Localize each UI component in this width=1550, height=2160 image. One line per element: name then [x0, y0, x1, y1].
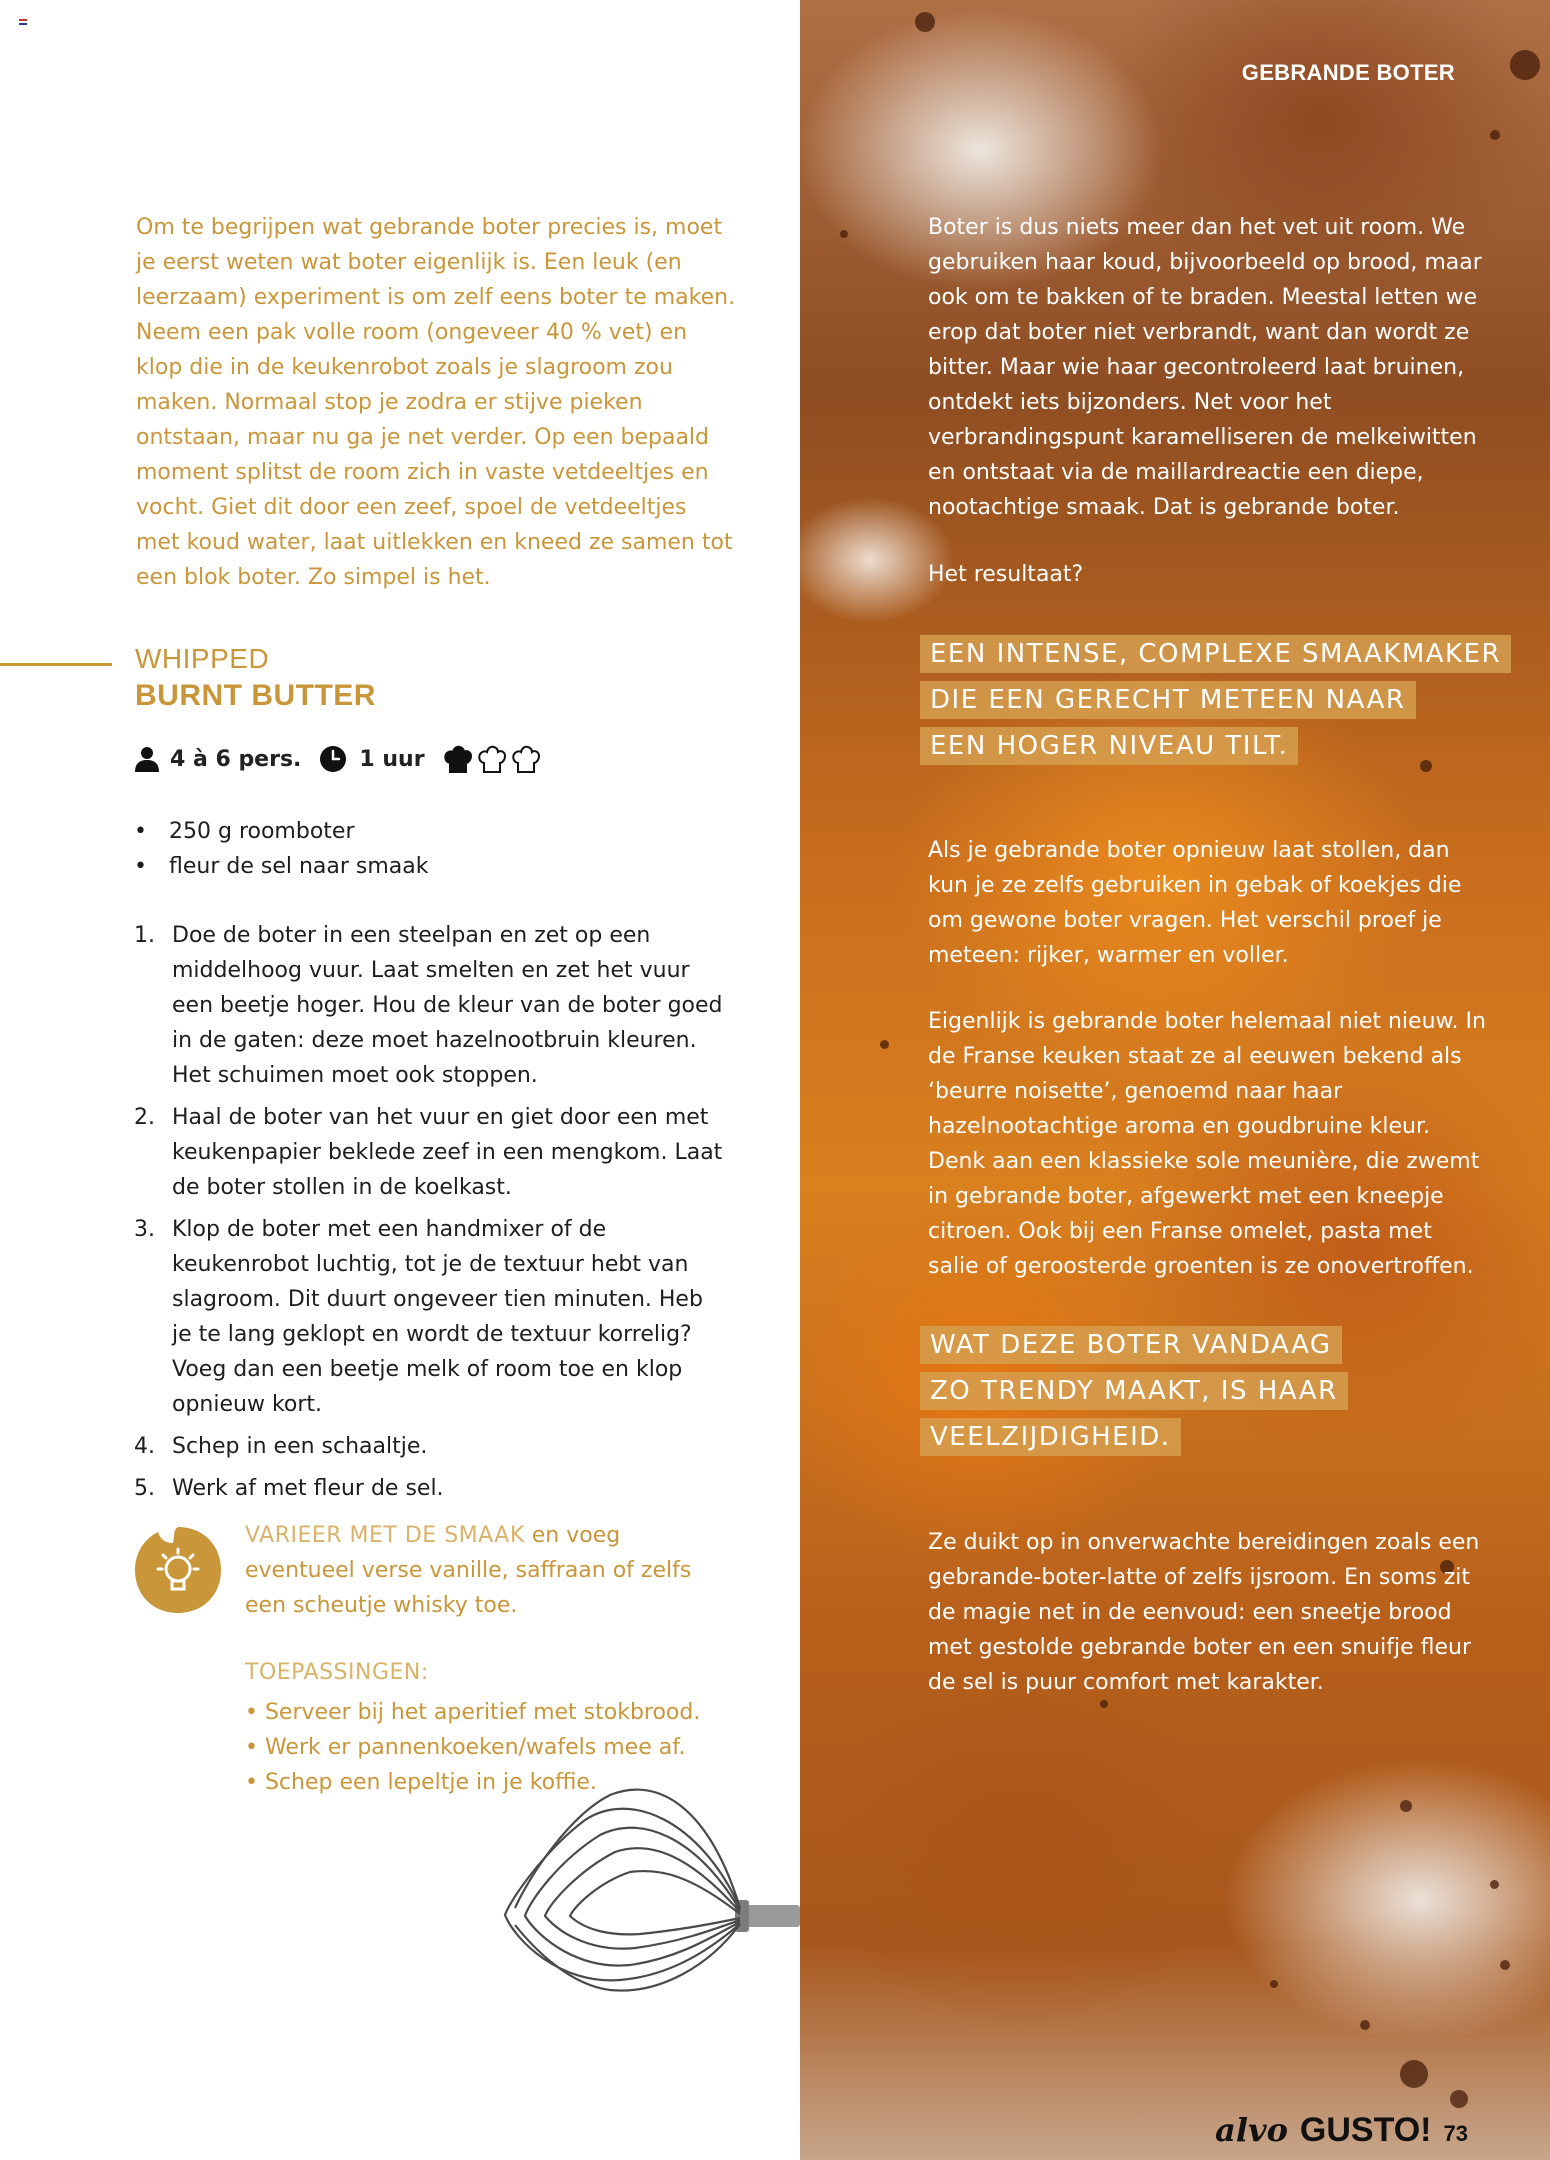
chef-hat-outline-icon: [511, 744, 541, 774]
highlight-quote-1: EEN INTENSE, COMPLEXE SMAAKMAKER DIE EEN GERECHT METEEN NAAR EEN HOGER NIVEAU TILT.: [920, 635, 1511, 773]
person-icon: [134, 746, 160, 772]
prep-time: 1 uur: [359, 746, 425, 772]
paragraph-1: Boter is dus niets meer dan het vet uit room. We gebruiken haar koud, bijvoorbeeld op brood, maar ook om te bakken of te braden. Meestal letten we erop dat boter niet verbrandt, want dan wordt ze bitter. Maar wie haar gecontroleerd laat bruinen, ontdekt iets bijzonders. Net voor het verbrandingspunt karamelliseren de melkeiwitten en ontstaat via de maillardreactie een diepe, nootachtige smaak. Dat is gebrande boter.: [928, 215, 1482, 520]
ingredient-list: [134, 814, 429, 884]
paragraph-2: Het resultaat?: [928, 562, 1084, 587]
list-item: • 250 g roomboter: [134, 819, 355, 844]
tip-text: [245, 1518, 715, 1623]
step-list: [134, 918, 724, 1513]
list-item: 2. Haal de boter van het vuur en giet door een met keukenpapier beklede zeef in een mengkom. Laat de boter stollen in de koelkast.: [134, 1105, 723, 1200]
paragraph-5: Ze duikt op in onverwachte bereidingen zoals een gebrande-boter-latte of zelfs ijsroom. En soms zit de magie net in de eenvoud: een sneetje brood met gestolde gebrande boter en een snuifje fleur de sel is puur comfort met karakter.: [928, 1530, 1480, 1695]
list-item: • fleur de sel naar smaak: [134, 854, 429, 879]
list-item: • Werk er pannenkoeken/wafels mee af.: [245, 1735, 686, 1760]
magazine-name: GUSTO!: [1299, 2111, 1432, 2149]
list-item: 1. Doe de boter in een steelpan en zet op een middelhoog vuur. Laat smelten en zet het vuur een beetje hoger. Hou de kleur van de boter goed in de gaten: deze moet hazelnootbruin kleuren. Het schuimen moet ook stoppen.: [134, 923, 723, 1088]
difficulty-rating: [443, 744, 541, 774]
recipe-title-line1: WHIPPED: [135, 643, 270, 674]
right-column-photo: [800, 0, 1550, 2160]
title-rule: [0, 663, 112, 666]
servings: 4 à 6 pers.: [170, 746, 302, 772]
recipe-title-line2: BURNT BUTTER: [135, 679, 376, 712]
paragraph-4: Eigenlijk is gebrande boter helemaal niet nieuw. In de Franse keuken staat ze al eeuwen bekend als ‘beurre noisette’, genoemd naar haar hazelnootachtige aroma en goudbruine kleur. Denk aan een klassieke sole meunière, die zwemt in gebrande boter, afgewerkt met een kneepje citroen. Ook bij een Franse omelet, pasta met salie of geroosterde groenten is ze onovertroffen.: [928, 1009, 1486, 1279]
whisk-image: [490, 1780, 800, 2000]
list-item: 3. Klop de boter met een handmixer of de keukenrobot luchtig, tot je de textuur hebt van slagroom. Dit duurt ongeveer tien minuten. Heb je te lang geklopt en wordt de textuur korrelig? Voeg dan een beetje melk of room toe en klop opnieuw kort.: [134, 1217, 703, 1417]
applications-heading: TOEPASSINGEN:: [245, 1660, 429, 1685]
recipe-meta: [134, 744, 541, 774]
list-item: • Schep een lepeltje in je koffie.: [245, 1770, 597, 1795]
list-item: 4. Schep in een schaaltje.: [134, 1434, 428, 1459]
highlight-quote-2: WAT DEZE BOTER VANDAAG ZO TRENDY MAAKT, IS HAAR VEELZIJDIGHEID.: [920, 1326, 1348, 1464]
lightbulb-icon: [133, 1525, 223, 1619]
chef-hat-outline-icon: [477, 744, 507, 774]
intro-paragraph: Om te begrijpen wat gebrande boter precies is, moet je eerst weten wat boter eigenlijk is. Een leuk (en leerzaam) experiment is om zelf eens boter te maken. Neem een pak volle room (ongeveer 40 % vet) en klop die in de keukenrobot zoals je slagroom zou maken. Normaal stop je zodra er stijve pieken ontstaan, maar nu ga je net verder. Op een bepaald moment splitst de room zich in vaste vetdeeltjes en vocht. Giet dit door een zeef, spoel de vetdeeltjes met koud water, laat uitlekken en kneed ze samen tot een blok boter. Zo simpel is het.: [136, 215, 736, 590]
flag-icon: [19, 19, 27, 25]
clock-icon: [319, 745, 347, 773]
list-item: 5. Werk af met fleur de sel.: [134, 1476, 444, 1501]
chef-hat-filled-icon: [443, 744, 473, 774]
brand-logo: alvo: [1215, 2111, 1288, 2149]
page-number: 73: [1443, 2121, 1468, 2146]
list-item: • Serveer bij het aperitief met stokbrood.: [245, 1700, 701, 1725]
tip-lead: VARIEER MET DE SMAAK: [245, 1523, 525, 1548]
paragraph-3: Als je gebrande boter opnieuw laat stollen, dan kun je ze zelfs gebruiken in gebak of koekjes die om gewone boter vragen. Het verschil proef je meteen: rijker, warmer en voller.: [928, 838, 1462, 968]
section-label: GEBRANDE BOTER: [1241, 60, 1455, 85]
page-footer: [1215, 2111, 1468, 2150]
tip-rest: en voeg eventueel verse vanille, saffraan of zelfs een scheutje whisky toe.: [245, 1523, 692, 1618]
